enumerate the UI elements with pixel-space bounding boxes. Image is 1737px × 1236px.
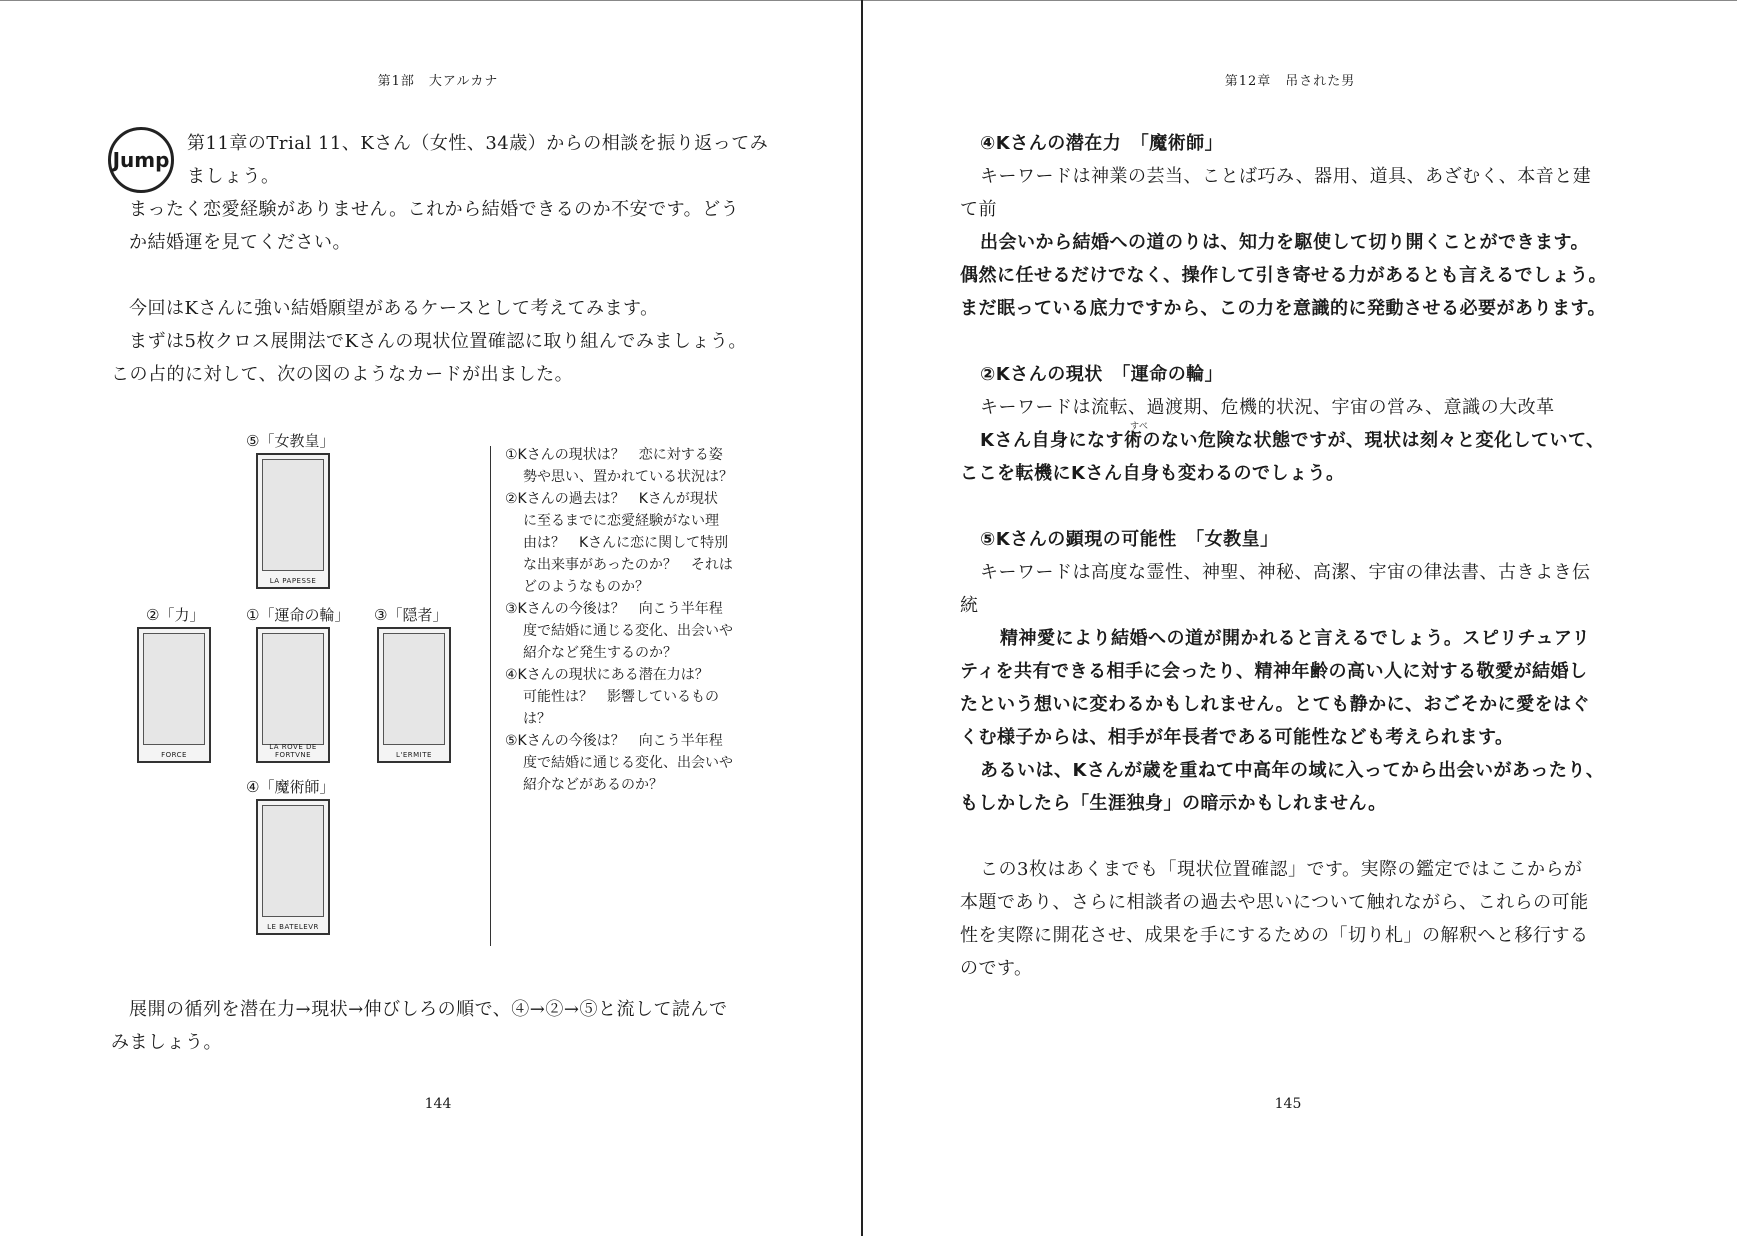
summary-line-4: のです。 bbox=[960, 958, 1033, 979]
card-3-caption: L'ERMITE bbox=[396, 751, 432, 759]
closing-line-1: 展開の循列を潜在力→現状→伸びしろの順で、④→②→⑤と流して読んで bbox=[129, 999, 728, 1020]
left-running-head: 第1部 大アルカナ bbox=[377, 74, 499, 89]
keywords-priestess-1: キーワードは高度な霊性、神聖、神秘、高潔、宇宙の律法書、古きよき伝 bbox=[980, 562, 1591, 583]
section-heading-priestess: ⑤Kさんの顕現の可能性 「女教皇」 bbox=[980, 529, 1279, 550]
body-line-2: まずは5枚クロス展開法でKさんの現状位置確認に取り組んでみましょう。 bbox=[129, 331, 747, 352]
magician-text-3: まだ眠っている底力ですから、この力を意識的に発動させる必要があります。 bbox=[960, 298, 1607, 319]
quote-line-2: か結婚運を見てください。 bbox=[129, 232, 351, 253]
priestess-text-2: ティを共有できる相手に会ったり、精神年齢の高い人に対する敬愛が結婚し bbox=[960, 661, 1588, 682]
right-running-head: 第12章 吊された男 bbox=[1224, 74, 1356, 89]
card-2-label: ②「力」 bbox=[146, 606, 205, 624]
legend-divider bbox=[490, 446, 491, 946]
card-4-caption: LE BATELEVR bbox=[267, 923, 319, 931]
legend-item-4: ④Kさんの現状にある潜在力は？ 可能性は？ 影響しているもの は？ bbox=[505, 667, 719, 727]
wheel-text-2: ここを転機にKさん自身も変わるのでしょう。 bbox=[960, 463, 1345, 484]
summary-line-1: この3枚はあくまでも「現状位置確認」です。実際の鑑定ではここからが bbox=[980, 859, 1583, 880]
magician-text-1: 出会いから結婚への道のりは、知力を駆使して切り開くことができます。 bbox=[980, 232, 1590, 253]
wheel-text-1: Kさん自身になす術のない危険な状態ですが、現状は刻々と変化していて、 bbox=[980, 430, 1605, 451]
section-heading-magician: ④Kさんの潜在力 「魔術師」 bbox=[980, 133, 1224, 154]
intro-line-1: 第11章のTrial 11、Kさん（女性、34歳）からの相談を振り返ってみ bbox=[187, 133, 769, 154]
summary-line-2: 本題であり、さらに相談者の過去や思いについて触れながら、これらの可能 bbox=[960, 892, 1589, 913]
top-rule bbox=[0, 0, 1737, 1]
keywords-wheel: キーワードは流転、過渡期、危機的状況、宇宙の営み、意識の大改革 bbox=[980, 397, 1555, 418]
strength-card bbox=[137, 627, 211, 763]
body-line-1: 今回はKさんに強い結婚願望があるケースとして考えてみます。 bbox=[129, 298, 659, 319]
wheel-of-fortune-card bbox=[256, 627, 330, 763]
keywords-magician-1: キーワードは神業の芸当、ことば巧み、器用、道具、あざむく、本音と建 bbox=[980, 166, 1592, 187]
card-3-label: ③「隠者」 bbox=[374, 606, 448, 624]
hermit-card bbox=[377, 627, 451, 763]
card-4-label: ④「魔術師」 bbox=[246, 778, 335, 796]
summary-line-3: 性を実際に開花させ、成果を手にするための「切り札」の解釈へと移行する bbox=[960, 925, 1589, 946]
closing-line-2: みましょう。 bbox=[111, 1032, 222, 1053]
intro-line-2: ましょう。 bbox=[187, 166, 280, 187]
legend-item-3: ③Kさんの今後は？ 向こう半年程 度で結婚に通じる変化、出会いや 紹介など発生するのか？ bbox=[505, 601, 733, 661]
legend-item-2: ②Kさんの過去は？ Kさんが現状 に至るまでに恋愛経験がない理 由は？ Kさんに恋に関して特別 な出来事があったのか？ それは どのようなものか？ bbox=[505, 491, 733, 595]
priestess-text-4: くむ様子からは、相手が年長者である可能性なども考えられます。 bbox=[960, 727, 1514, 748]
magician-card bbox=[256, 799, 330, 935]
magician-text-2: 偶然に任せるだけでなく、操作して引き寄せる力があるとも言えるでしょう。 bbox=[960, 265, 1607, 286]
section-heading-wheel: ②Kさんの現状 「運命の輪」 bbox=[980, 364, 1224, 385]
keywords-magician-2: て前 bbox=[960, 199, 997, 220]
high-priestess-card bbox=[256, 453, 330, 589]
priestess-text-1: 精神愛により結婚への道が開かれると言えるでしょう。スピリチュアリ bbox=[1000, 628, 1591, 649]
legend-item-1: ①Kさんの現状は？ 恋に対する姿 勢や思い、置かれている状況は？ bbox=[505, 447, 733, 485]
card-5-label: ⑤「女教皇」 bbox=[246, 432, 335, 450]
ruby-subete: すべ bbox=[1130, 422, 1148, 432]
priestess-text-3: たという想いに変わるかもしれません。とても静かに、おごそかに愛をはぐ bbox=[960, 694, 1591, 715]
priestess-text-5: あるいは、Kさんが歳を重ねて中高年の域に入ってから出会いがあったり、 bbox=[980, 760, 1605, 781]
body-line-3: この占的に対して、次の図のようなカードが出ました。 bbox=[111, 364, 574, 385]
card-5-caption: LA PAPESSE bbox=[269, 577, 317, 585]
quote-line-1: まったく恋愛経験がありません。これから結婚できるのか不安です。どう bbox=[129, 199, 740, 220]
priestess-text-6: もしかしたら「生涯独身」の暗示かもしれません。 bbox=[960, 793, 1387, 814]
card-1-label: ①「運命の輪」 bbox=[246, 606, 350, 624]
card-2-caption: FORCE bbox=[161, 751, 187, 759]
right-page-number: 145 bbox=[1274, 1096, 1302, 1112]
jump-icon: Jump bbox=[108, 127, 174, 193]
left-page-number: 144 bbox=[424, 1096, 452, 1112]
card-1-caption: LA ROVE DE FORTVNE bbox=[269, 743, 317, 759]
keywords-priestess-2: 統 bbox=[960, 595, 979, 616]
legend-item-5: ⑤Kさんの今後は？ 向こう半年程 度で結婚に通じる変化、出会いや 紹介などがあるのか？ bbox=[505, 733, 733, 793]
page-gutter bbox=[861, 0, 863, 1236]
